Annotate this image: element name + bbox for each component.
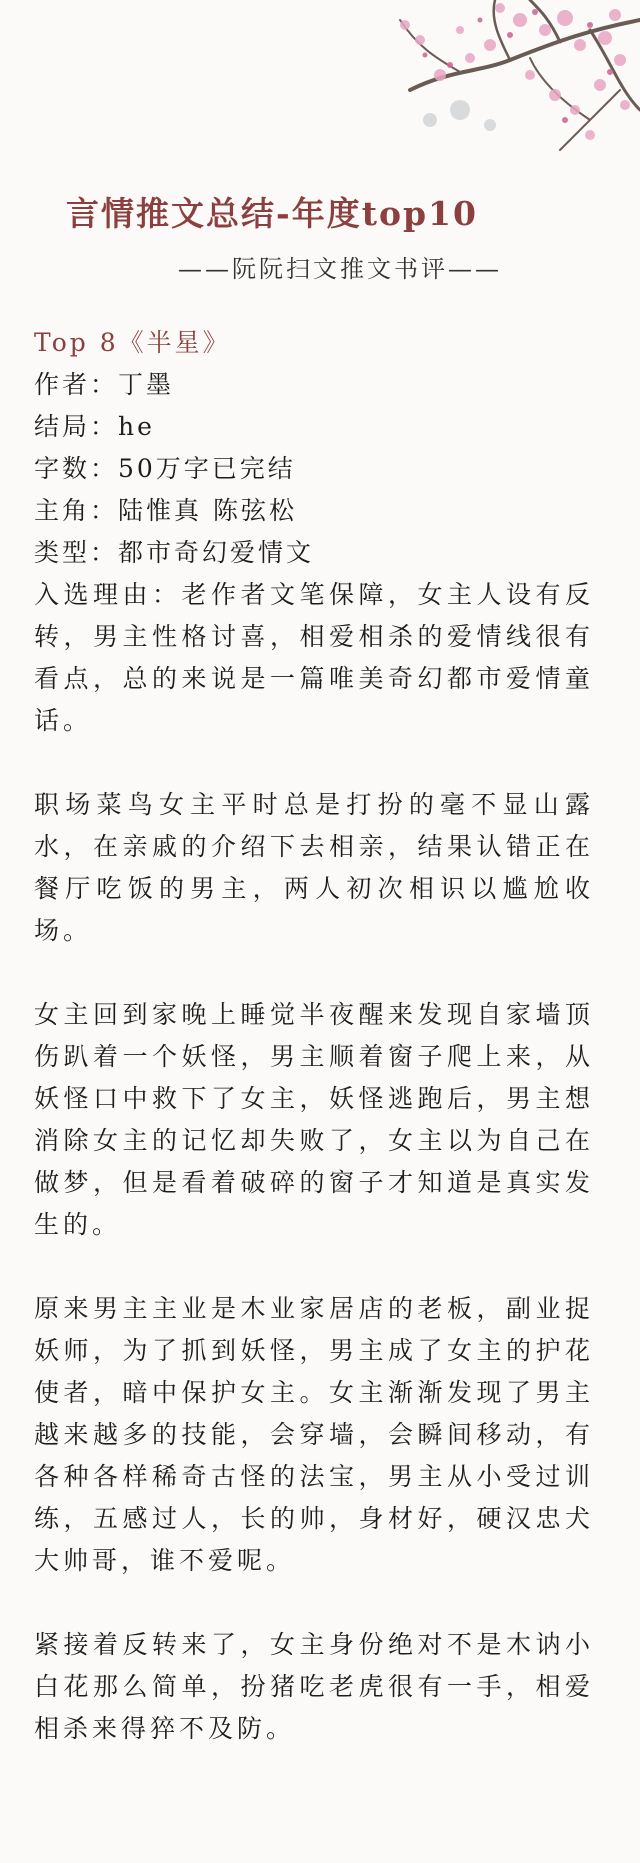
- cherry-blossom-decoration: [260, 0, 640, 160]
- book-heading: Top 8《半星》: [34, 328, 231, 357]
- meta-word-count: 字数：50万字已完结: [34, 454, 296, 483]
- article-subtitle: ——阮阮扫文推文书评——: [178, 255, 502, 283]
- meta-author: 作者：丁墨: [34, 370, 175, 399]
- plot-paragraph: 原来男主主业是木业家居店的老板，副业捉妖师，为了抓到妖怪，男主成了女主的护花使者，暗中保护女主。女主渐渐发现了男主越来越多的技能，会穿墙，会瞬间移动，有各种各样稀奇古怪的法宝，男主从小受过训练，五感过人，长的帅，身材好，硬汉忠犬大帅哥，谁不爱呢。: [34, 1294, 594, 1575]
- article-body: [34, 322, 594, 1792]
- meta-ending: 结局：he: [34, 412, 155, 441]
- meta-genre: 类型：都市奇幻爱情文: [34, 538, 315, 567]
- selection-reason: 入选理由：老作者文笔保障，女主人设有反转，男主性格讨喜，相爱相杀的爱情线很有看点，总的来说是一篇唯美奇幻都市爱情童话。: [34, 580, 594, 735]
- plot-paragraph: 职场菜鸟女主平时总是打扮的毫不显山露水，在亲戚的介绍下去相亲，结果认错正在餐厅吃饭的男主，两人初次相识以尴尬收场。: [34, 790, 594, 945]
- article-header: [0, 188, 640, 284]
- plot-paragraph: 紧接着反转来了，女主身份绝对不是木讷小白花那么简单，扮猪吃老虎很有一手，相爱相杀来得猝不及防。: [34, 1630, 594, 1743]
- plot-paragraph: 女主回到家晚上睡觉半夜醒来发现自家墙顶伤趴着一个妖怪，男主顺着窗子爬上来，从妖怪口中救下了女主，妖怪逃跑后，男主想消除女主的记忆却失败了，女主以为自己在做梦，但是看着破碎的窗子才知道是真实发生的。: [34, 1000, 594, 1239]
- article-title: 言情推文总结-年度top10: [66, 194, 478, 233]
- meta-protagonists: 主角：陆惟真 陈弦松: [34, 496, 297, 525]
